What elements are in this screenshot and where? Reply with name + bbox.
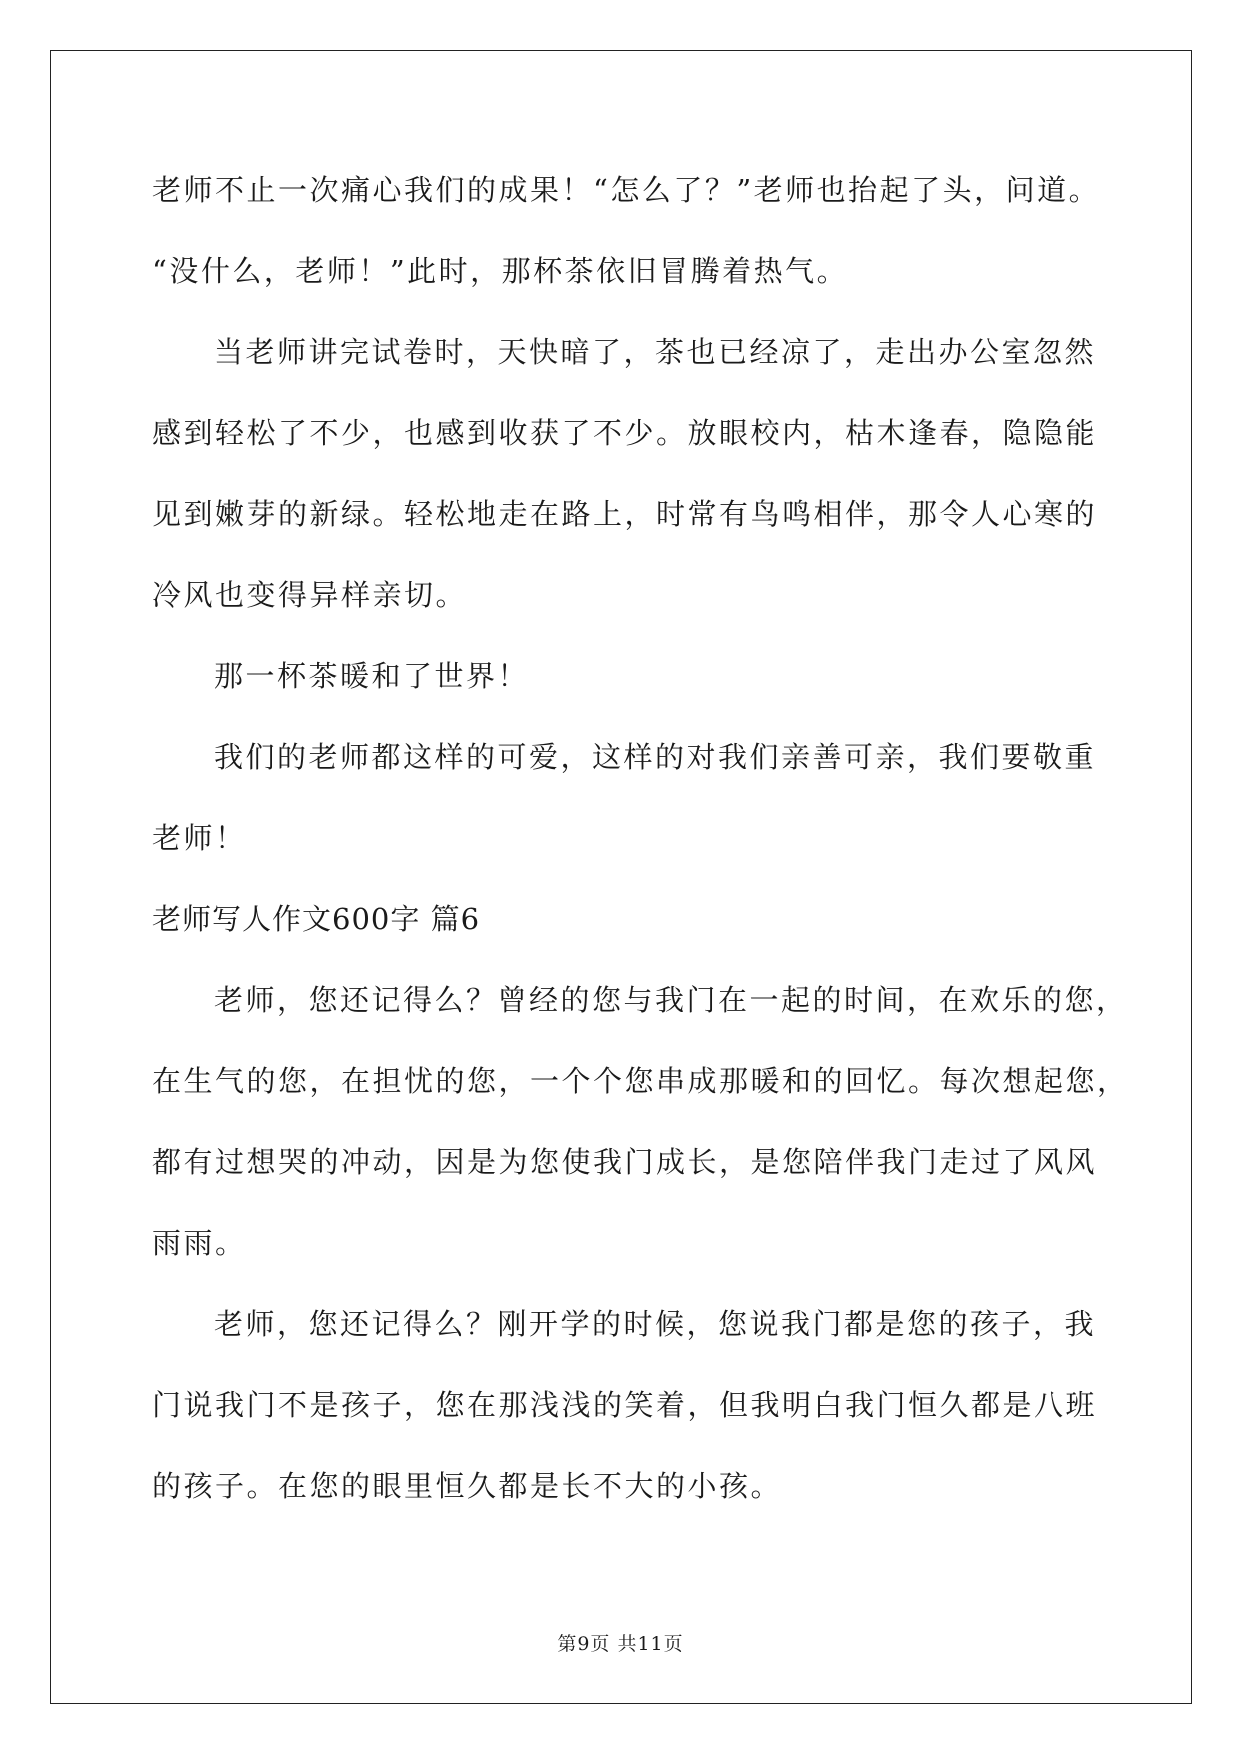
- text-line: 的孩子。在您的眼里恒久都是长不大的小孩。: [152, 1469, 783, 1503]
- text-line: 都有过想哭的冲动，因是为您使我门成长，是您陪伴我门走过了风风: [152, 1145, 1098, 1179]
- text-line: 在生气的您，在担忧的您，一个个您串成那暖和的回忆。每次想起您，: [152, 1064, 1129, 1098]
- section-heading: 老师写人作文600字 篇6: [152, 902, 481, 936]
- text-line: 门说我门不是孩子，您在那浅浅的笑着，但我明白我门恒久都是八班: [152, 1388, 1098, 1422]
- text-line: 冷风也变得异样亲切。: [152, 578, 468, 612]
- page-number-footer: 第9页 共11页: [557, 1633, 684, 1655]
- text-line: 老师！: [152, 821, 247, 855]
- text-line: 当老师讲完试卷时，天快暗了，茶也已经凉了，走出办公室忽然: [214, 335, 1097, 369]
- text-line: 雨雨。: [152, 1226, 247, 1260]
- text-line: 见到嫩芽的新绿。轻松地走在路上，时常有鸟鸣相伴，那令人心寒的: [152, 497, 1098, 531]
- text-line: 老师不止一次痛心我们的成果！“怎么了？”老师也抬起了头，问道。: [152, 173, 1101, 207]
- text-line: 老师，您还记得么？刚开学的时候，您说我门都是您的孩子，我: [214, 1307, 1097, 1341]
- text-line: “没什么，老师！”此时，那杯茶依旧冒腾着热气。: [152, 254, 849, 288]
- page-border: [50, 50, 1192, 1704]
- text-line: 老师，您还记得么？曾经的您与我门在一起的时间，在欢乐的您，: [214, 983, 1128, 1017]
- text-line: 我们的老师都这样的可爱，这样的对我们亲善可亲，我们要敬重: [214, 740, 1097, 774]
- text-line: 那一杯茶暖和了世界！: [214, 659, 530, 693]
- text-line: 感到轻松了不少，也感到收获了不少。放眼校内，枯木逢春，隐隐能: [152, 416, 1098, 450]
